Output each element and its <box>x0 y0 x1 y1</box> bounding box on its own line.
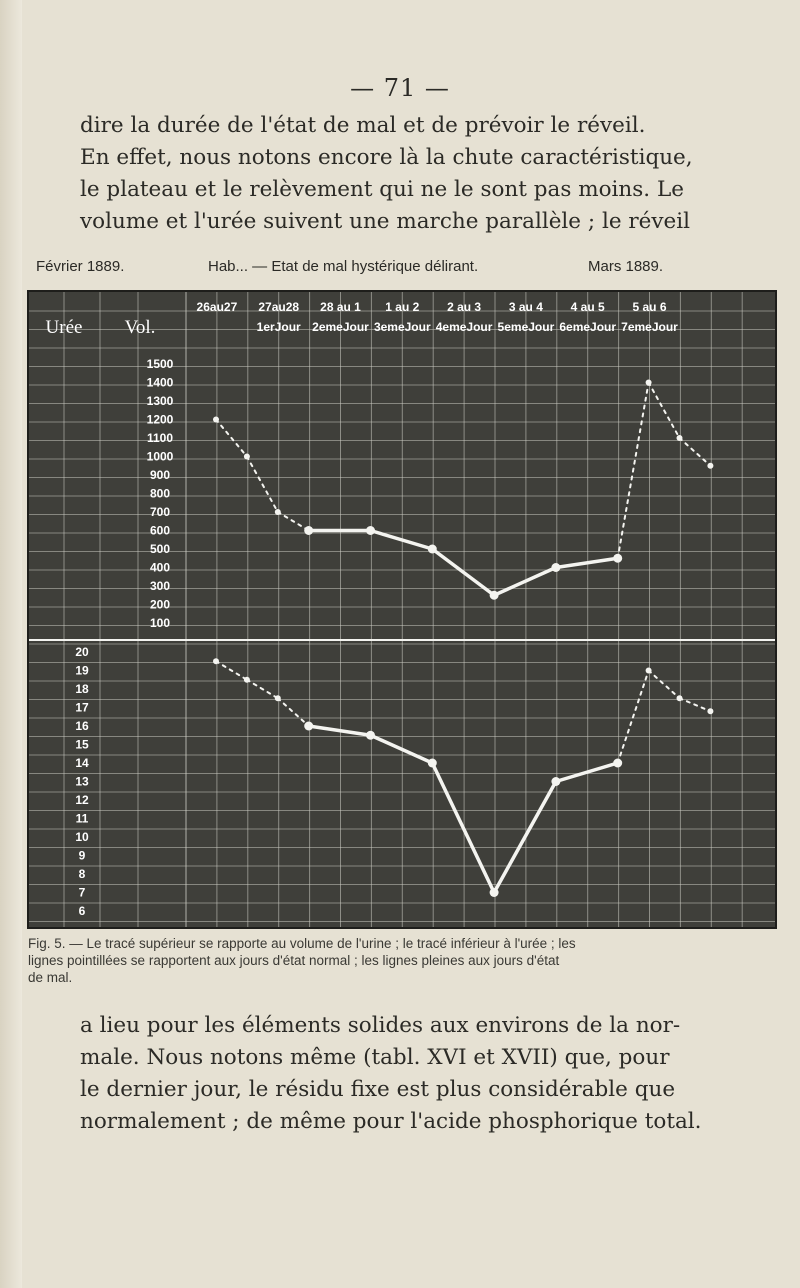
uree-tick-label: 10 <box>75 830 89 844</box>
volume-tick-label: 800 <box>149 486 171 501</box>
date-header: 28 au 1 <box>320 300 361 314</box>
uree-column-header: Urée <box>45 317 83 338</box>
day-header: 1erJour <box>256 320 301 334</box>
volume-series-point <box>244 454 250 460</box>
volume-tick-label: 1300 <box>146 394 174 408</box>
volume-column-header: Vol. <box>124 317 156 338</box>
uree-series-point <box>707 708 713 714</box>
volume-tick-label: 1500 <box>146 357 174 371</box>
date-header: 5 au 6 <box>632 300 667 314</box>
uree-tick-label: 15 <box>75 737 89 752</box>
volume-series-point <box>366 526 375 535</box>
uree-tick-label: 8 <box>78 867 86 881</box>
caption-line: lignes pointillées se rapportent aux jours d'état normal ; les lignes pleines aux jours d'état <box>28 953 560 968</box>
uree-tick-label: 20 <box>75 645 89 659</box>
bottom-paragraph <box>80 1010 702 1138</box>
uree-series-point <box>244 677 250 683</box>
volume-series-point <box>646 380 652 386</box>
volume-tick-label: 300 <box>149 579 171 593</box>
uree-series-point <box>213 658 219 664</box>
date-header: 1 au 2 <box>385 300 420 314</box>
uree-series-point <box>275 695 281 701</box>
volume-tick-label: 1400 <box>146 375 174 390</box>
volume-tick-label: 200 <box>149 597 171 612</box>
text-line: le plateau et le relèvement qui ne le sont pas moins. Le <box>80 177 684 202</box>
uree-tick-label: 16 <box>75 719 89 733</box>
volume-tick-label: 700 <box>149 505 171 519</box>
uree-tick-label: 6 <box>78 904 86 918</box>
date-header: 27au28 <box>258 300 300 314</box>
volume-series-point <box>707 463 713 469</box>
uree-tick-label: 17 <box>75 700 89 715</box>
uree-series-point <box>366 731 375 740</box>
volume-tick-label: 100 <box>149 616 171 630</box>
volume-series-point <box>304 526 313 535</box>
volume-tick-label: 1100 <box>146 431 174 445</box>
text-line: a lieu pour les éléments solides aux environs de la nor- <box>80 1013 681 1038</box>
volume-tick-label: 600 <box>149 523 171 538</box>
uree-tick-label: 18 <box>75 682 89 696</box>
day-header: 7emeJour <box>621 320 678 334</box>
date-header: 26au27 <box>196 300 238 314</box>
volume-tick-label: 1000 <box>146 449 174 464</box>
caption-line: Fig. 5. — Le tracé supérieur se rapporte au volume de l'urine ; le tracé inférieur à l'urée ; les <box>28 936 576 951</box>
day-header: 3emeJour <box>373 320 431 334</box>
date-header: 2 au 3 <box>447 300 482 314</box>
text-line: le dernier jour, le résidu fixe est plus considérable que <box>80 1077 676 1102</box>
uree-series-point <box>551 777 560 786</box>
day-header: 2emeJour <box>312 320 369 334</box>
volume-series-point <box>428 545 437 554</box>
text-line: dire la durée de l'état de mal et de prévoir le réveil. <box>80 113 646 138</box>
uree-tick-label: 12 <box>75 793 89 807</box>
volume-series-point <box>613 554 622 563</box>
uree-series-point <box>490 888 499 897</box>
uree-tick-label: 14 <box>75 756 89 770</box>
uree-series-point <box>646 668 652 674</box>
uree-tick-label: 11 <box>75 811 89 826</box>
date-header: 4 au 5 <box>570 300 605 314</box>
day-header: 4emeJour <box>435 320 493 334</box>
chart-header-title: Hab... — Etat de mal hystérique délirant. <box>208 258 479 275</box>
chart-header-end-date: Mars 1889. <box>588 258 664 275</box>
volume-series-point <box>213 417 219 423</box>
date-header: 3 au 4 <box>508 300 543 314</box>
day-header: 5emeJour <box>497 320 555 334</box>
figure-caption <box>28 935 772 986</box>
page-number: — 71 — <box>350 74 450 102</box>
uree-series-point <box>677 695 683 701</box>
text-line: male. Nous notons même (tabl. XVI et XVII) que, pour <box>80 1045 670 1070</box>
volume-series-point <box>677 435 683 441</box>
uree-tick-label: 7 <box>78 885 86 900</box>
volume-series-point <box>490 591 499 600</box>
chart-header-start-date: Février 1889. <box>36 258 125 275</box>
volume-tick-label: 1200 <box>146 412 174 427</box>
volume-tick-label: 400 <box>149 560 171 575</box>
uree-series-point <box>304 722 313 731</box>
uree-series-point <box>613 759 622 768</box>
uree-series-point <box>428 759 437 768</box>
text-line: En effet, nous notons encore là la chute caractéristique, <box>80 145 693 170</box>
caption-line: de mal. <box>28 970 73 985</box>
uree-tick-label: 19 <box>75 663 89 678</box>
uree-tick-label: 13 <box>75 774 89 789</box>
day-header: 6emeJour <box>559 320 617 334</box>
volume-tick-label: 900 <box>149 468 171 482</box>
volume-series-point <box>275 509 281 515</box>
volume-tick-label: 500 <box>149 542 171 556</box>
uree-tick-label: 9 <box>78 848 86 863</box>
text-line: normalement ; de même pour l'acide phosphorique total. <box>80 1109 702 1134</box>
volume-series-point <box>551 563 560 572</box>
text-line: volume et l'urée suivent une marche parallèle ; le réveil <box>80 209 690 234</box>
